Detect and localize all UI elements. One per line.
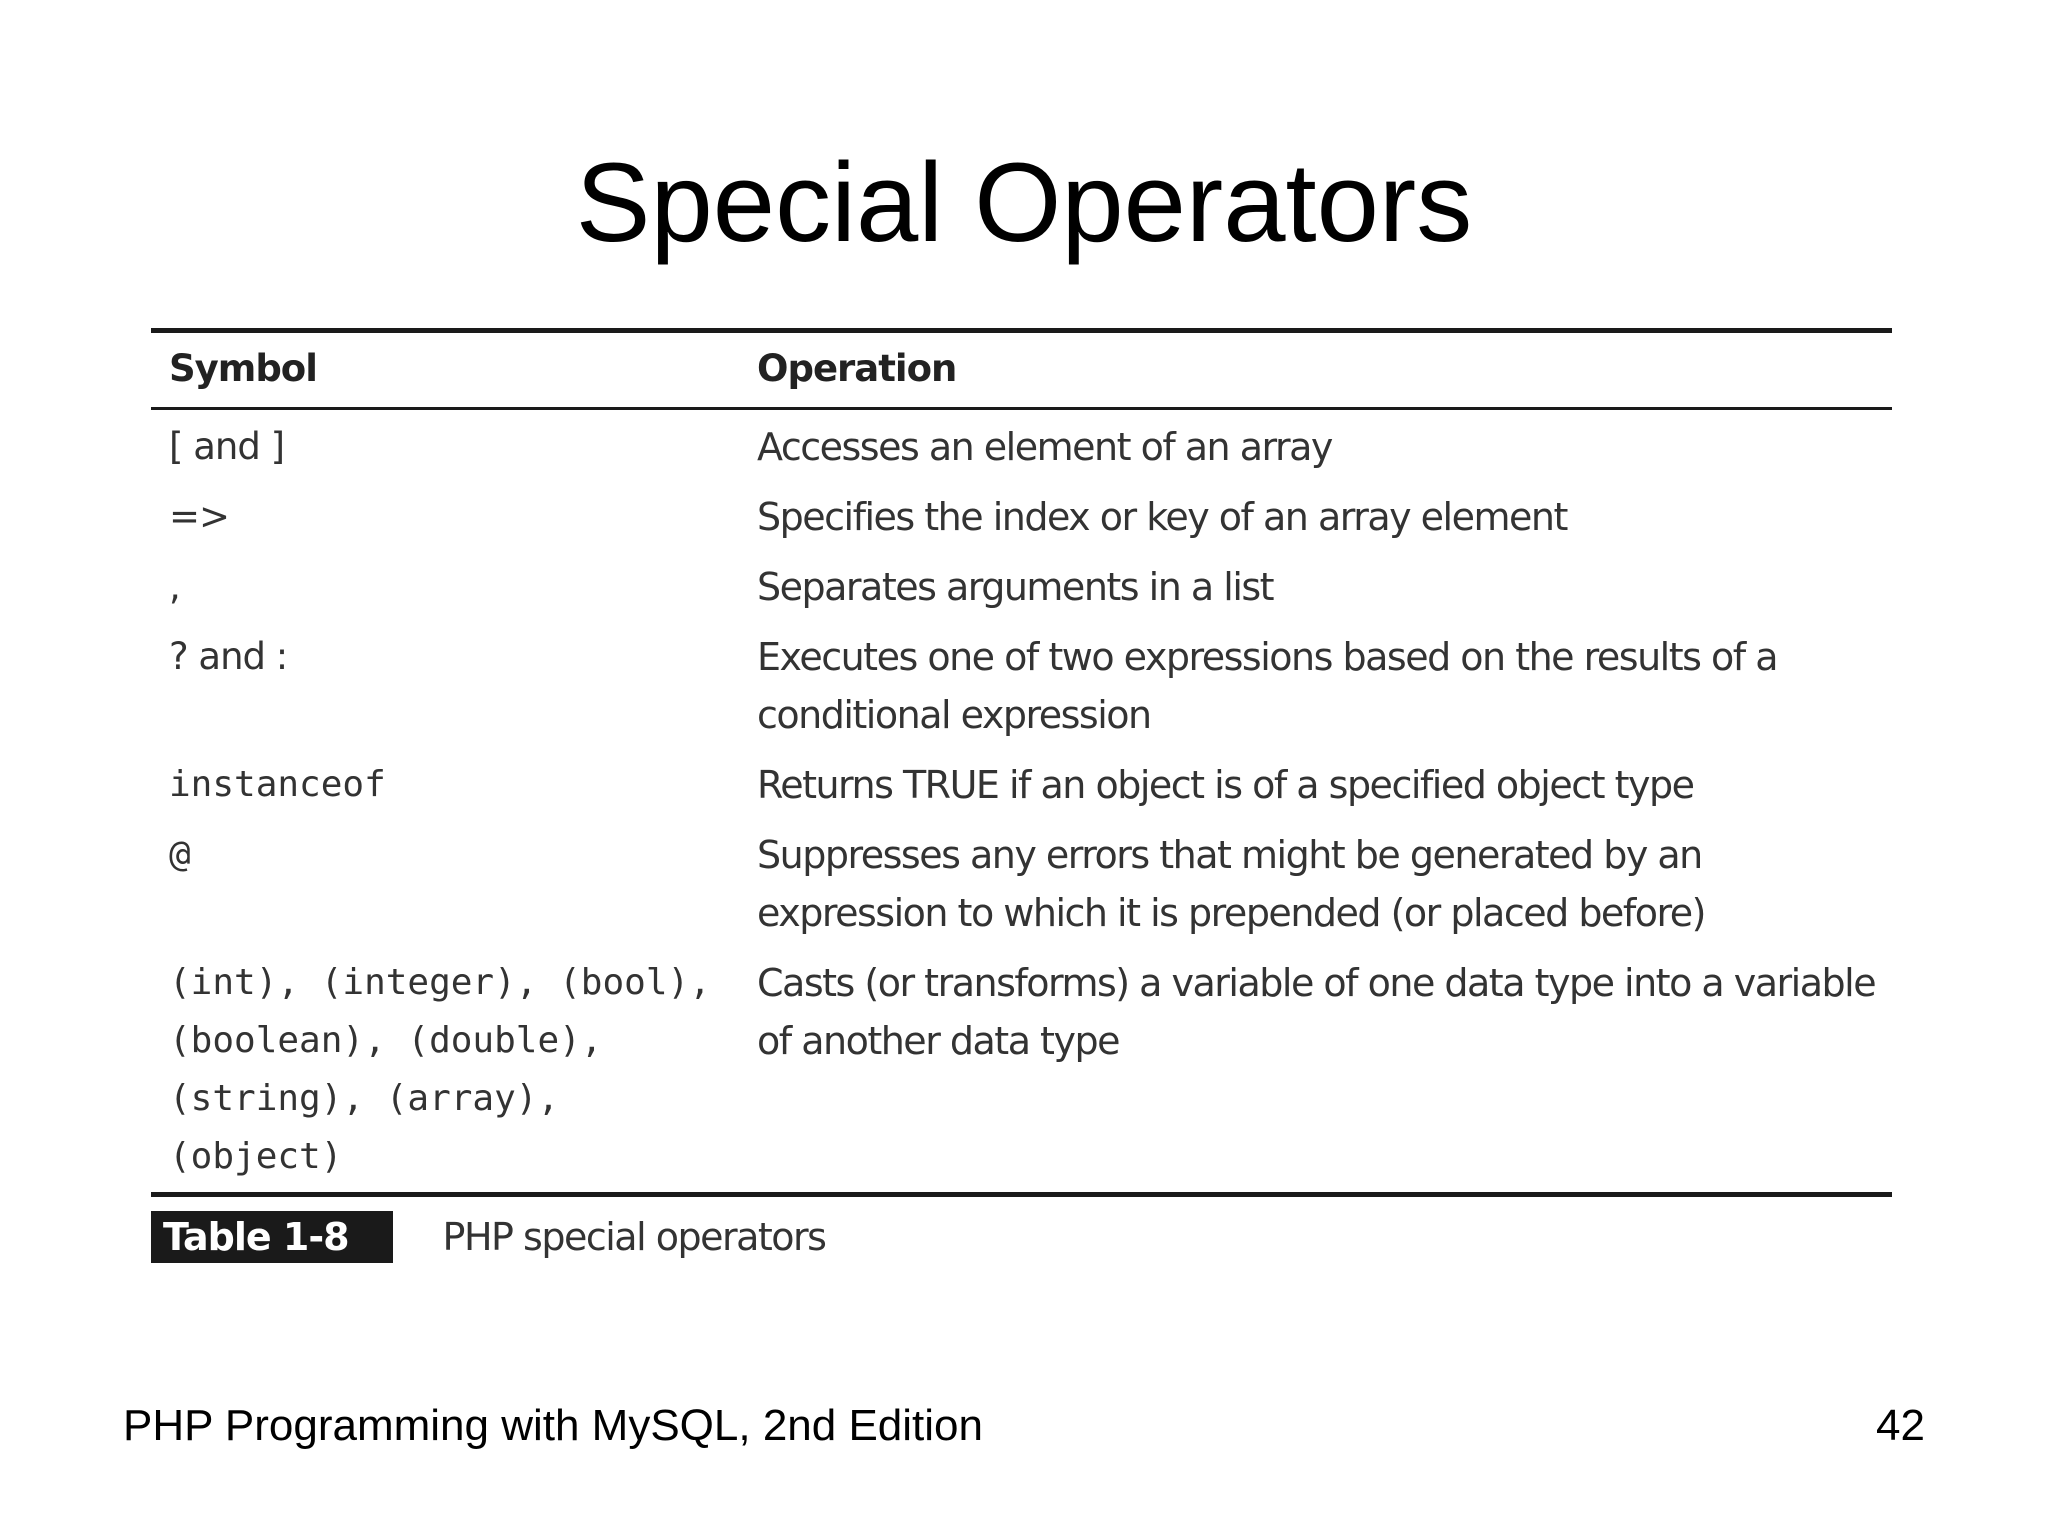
footer-book-title: PHP Programming with MySQL, 2nd Edition	[123, 1401, 983, 1450]
operators-table	[151, 328, 1892, 1197]
symbol-line: (object)	[169, 1136, 343, 1177]
operation-cell: Separates arguments in a list	[757, 565, 1274, 609]
symbol-line: (string), (array),	[169, 1078, 560, 1119]
operation-cell: Casts (or transforms) a variable of one data type into a variable of another data type	[757, 961, 1876, 1063]
table-row	[151, 822, 1892, 950]
column-header-operation: Operation	[757, 331, 1892, 409]
symbol-cell: [ and ]	[169, 425, 285, 468]
symbol-cell: instanceof	[169, 764, 386, 805]
symbol-cell: @	[169, 834, 191, 875]
operation-cell: Suppresses any errors that might be generated by an expression to which it is prepended (or placed before)	[757, 833, 1705, 935]
operators-table-figure	[151, 328, 1892, 1263]
table-number-badge: Table 1-8	[151, 1211, 393, 1263]
column-header-symbol: Symbol	[151, 331, 757, 409]
symbol-line: (boolean), (double),	[169, 1020, 603, 1061]
symbol-cell: ? and :	[169, 635, 288, 678]
table-row	[151, 752, 1892, 822]
symbol-cell: ,	[169, 565, 180, 608]
table-row	[151, 554, 1892, 624]
operation-cell: Executes one of two expressions based on the results of a conditional expression	[757, 635, 1778, 737]
operation-cell: Accesses an element of an array	[757, 425, 1332, 469]
page-number: 42	[1876, 1401, 1925, 1450]
operation-cell: Returns TRUE if an object is of a specified object type	[757, 763, 1694, 807]
table-row	[151, 624, 1892, 752]
symbol-cell	[151, 950, 757, 1195]
symbol-line: (int), (integer), (bool),	[169, 962, 711, 1003]
slide-title: Special Operators	[575, 140, 1473, 265]
operation-cell: Specifies the index or key of an array element	[757, 495, 1567, 539]
symbol-cell: =>	[169, 495, 230, 538]
table-row	[151, 950, 1892, 1195]
table-caption	[151, 1211, 1892, 1263]
table-header-row	[151, 331, 1892, 409]
table-caption-text: PHP special operators	[442, 1215, 826, 1259]
table-row	[151, 484, 1892, 554]
table-row	[151, 409, 1892, 485]
